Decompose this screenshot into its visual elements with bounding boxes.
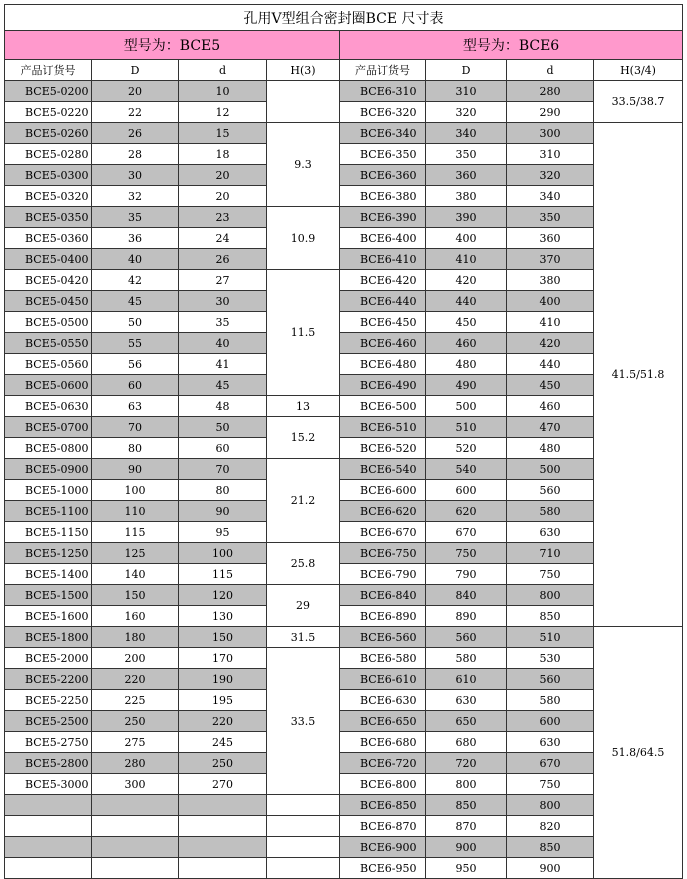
bce5-order-no-cell: BCE5-0450 — [5, 291, 92, 312]
bce5-order-no-cell: BCE5-1400 — [5, 564, 92, 585]
bce6-D-cell: 460 — [426, 333, 507, 354]
bce5-D-cell: 220 — [92, 669, 179, 690]
bce6-d-cell: 560 — [507, 480, 594, 501]
bce5-D-cell: 36 — [92, 228, 179, 249]
col-header-bce5-H: H(3) — [267, 60, 340, 81]
bce5-order-no-cell — [5, 858, 92, 879]
bce6-D-cell: 630 — [426, 690, 507, 711]
size-table — [4, 4, 683, 879]
bce5-d-cell: 12 — [179, 102, 267, 123]
bce5-d-cell: 250 — [179, 753, 267, 774]
table-row — [5, 144, 683, 165]
bce5-d-cell: 70 — [179, 459, 267, 480]
model-bce6-header: 型号为：BCE6 — [340, 31, 683, 60]
bce6-d-cell: 480 — [507, 438, 594, 459]
bce5-D-cell: 30 — [92, 165, 179, 186]
bce6-D-cell: 450 — [426, 312, 507, 333]
bce6-order-no-cell: BCE6-750 — [340, 543, 426, 564]
table-row — [5, 312, 683, 333]
bce6-order-no-cell: BCE6-400 — [340, 228, 426, 249]
bce5-d-cell: 220 — [179, 711, 267, 732]
bce5-d-cell: 41 — [179, 354, 267, 375]
bce6-d-cell: 450 — [507, 375, 594, 396]
bce6-D-cell: 410 — [426, 249, 507, 270]
table-row — [5, 459, 683, 480]
bce5-D-cell: 22 — [92, 102, 179, 123]
table-row — [5, 501, 683, 522]
bce6-d-cell: 710 — [507, 543, 594, 564]
table-row — [5, 774, 683, 795]
bce5-d-cell: 170 — [179, 648, 267, 669]
bce6-order-no-cell: BCE6-510 — [340, 417, 426, 438]
col-header-bce5-order-no: 产品订货号 — [5, 60, 92, 81]
bce5-order-no-cell: BCE5-0220 — [5, 102, 92, 123]
bce6-order-no-cell: BCE6-800 — [340, 774, 426, 795]
bce6-D-cell: 340 — [426, 123, 507, 144]
bce6-d-cell: 340 — [507, 186, 594, 207]
table-row — [5, 858, 683, 879]
bce5-d-cell: 10 — [179, 81, 267, 102]
bce6-d-cell: 440 — [507, 354, 594, 375]
bce6-order-no-cell: BCE6-490 — [340, 375, 426, 396]
bce6-D-cell: 560 — [426, 627, 507, 648]
bce6-order-no-cell: BCE6-360 — [340, 165, 426, 186]
bce6-D-cell: 310 — [426, 81, 507, 102]
bce6-order-no-cell: BCE6-720 — [340, 753, 426, 774]
bce6-d-cell: 850 — [507, 606, 594, 627]
bce5-order-no-cell — [5, 816, 92, 837]
bce6-order-no-cell: BCE6-390 — [340, 207, 426, 228]
bce5-order-no-cell: BCE5-2200 — [5, 669, 92, 690]
bce5-order-no-cell: BCE5-1600 — [5, 606, 92, 627]
bce5-D-cell: 250 — [92, 711, 179, 732]
bce5-d-cell — [179, 795, 267, 816]
bce5-d-cell: 20 — [179, 165, 267, 186]
bce6-order-no-cell: BCE6-560 — [340, 627, 426, 648]
bce5-H-cell: 10.9 — [267, 207, 340, 270]
bce5-D-cell: 28 — [92, 144, 179, 165]
table-row — [5, 732, 683, 753]
table-row — [5, 669, 683, 690]
bce5-D-cell: 26 — [92, 123, 179, 144]
col-header-bce5-d: d — [179, 60, 267, 81]
bce5-d-cell — [179, 858, 267, 879]
bce6-d-cell: 360 — [507, 228, 594, 249]
bce5-D-cell: 180 — [92, 627, 179, 648]
bce5-d-cell: 24 — [179, 228, 267, 249]
bce5-order-no-cell: BCE5-3000 — [5, 774, 92, 795]
col-header-bce6-H: H(3/4) — [594, 60, 683, 81]
bce5-D-cell: 225 — [92, 690, 179, 711]
bce6-order-no-cell: BCE6-840 — [340, 585, 426, 606]
bce6-d-cell: 630 — [507, 732, 594, 753]
bce6-d-cell: 410 — [507, 312, 594, 333]
bce5-d-cell: 270 — [179, 774, 267, 795]
bce6-D-cell: 380 — [426, 186, 507, 207]
bce5-order-no-cell: BCE5-0200 — [5, 81, 92, 102]
bce5-d-cell: 190 — [179, 669, 267, 690]
bce5-d-cell: 150 — [179, 627, 267, 648]
bce5-D-cell: 160 — [92, 606, 179, 627]
column-header-row — [5, 60, 683, 81]
bce6-D-cell: 890 — [426, 606, 507, 627]
bce6-d-cell: 530 — [507, 648, 594, 669]
bce6-D-cell: 350 — [426, 144, 507, 165]
bce6-order-no-cell: BCE6-580 — [340, 648, 426, 669]
table-row — [5, 165, 683, 186]
bce5-d-cell — [179, 816, 267, 837]
table-row — [5, 480, 683, 501]
bce6-D-cell: 720 — [426, 753, 507, 774]
bce6-d-cell: 280 — [507, 81, 594, 102]
bce5-order-no-cell: BCE5-0350 — [5, 207, 92, 228]
bce5-H-cell: 13 — [267, 396, 340, 417]
bce5-order-no-cell: BCE5-0500 — [5, 312, 92, 333]
bce5-order-no-cell: BCE5-0900 — [5, 459, 92, 480]
bce6-H-cell: 51.8/64.5 — [594, 627, 683, 879]
bce6-D-cell: 500 — [426, 396, 507, 417]
bce5-d-cell: 100 — [179, 543, 267, 564]
bce6-order-no-cell: BCE6-460 — [340, 333, 426, 354]
bce6-order-no-cell: BCE6-680 — [340, 732, 426, 753]
bce5-d-cell — [179, 837, 267, 858]
col-header-bce6-d: d — [507, 60, 594, 81]
bce6-d-cell: 420 — [507, 333, 594, 354]
bce6-D-cell: 750 — [426, 543, 507, 564]
bce6-d-cell: 350 — [507, 207, 594, 228]
table-row — [5, 753, 683, 774]
bce6-order-no-cell: BCE6-520 — [340, 438, 426, 459]
bce5-D-cell: 60 — [92, 375, 179, 396]
bce5-D-cell: 35 — [92, 207, 179, 228]
bce5-order-no-cell: BCE5-0560 — [5, 354, 92, 375]
bce6-D-cell: 400 — [426, 228, 507, 249]
bce5-D-cell: 20 — [92, 81, 179, 102]
bce5-order-no-cell — [5, 795, 92, 816]
bce5-D-cell: 70 — [92, 417, 179, 438]
table-row — [5, 228, 683, 249]
bce6-d-cell: 370 — [507, 249, 594, 270]
bce5-d-cell: 120 — [179, 585, 267, 606]
bce6-D-cell: 610 — [426, 669, 507, 690]
bce6-d-cell: 510 — [507, 627, 594, 648]
bce6-d-cell: 900 — [507, 858, 594, 879]
bce6-order-no-cell: BCE6-380 — [340, 186, 426, 207]
bce5-D-cell: 32 — [92, 186, 179, 207]
table-row — [5, 354, 683, 375]
table-row — [5, 711, 683, 732]
bce6-d-cell: 400 — [507, 291, 594, 312]
bce6-D-cell: 320 — [426, 102, 507, 123]
table-row — [5, 102, 683, 123]
bce5-order-no-cell: BCE5-0420 — [5, 270, 92, 291]
bce5-order-no-cell: BCE5-1250 — [5, 543, 92, 564]
bce6-d-cell: 560 — [507, 669, 594, 690]
bce6-order-no-cell: BCE6-870 — [340, 816, 426, 837]
bce5-D-cell: 280 — [92, 753, 179, 774]
table-row — [5, 543, 683, 564]
bce5-H-cell — [267, 858, 340, 879]
bce6-D-cell: 670 — [426, 522, 507, 543]
bce5-D-cell: 100 — [92, 480, 179, 501]
col-header-bce5-D: D — [92, 60, 179, 81]
bce6-D-cell: 540 — [426, 459, 507, 480]
model-bce5-header: 型号为：BCE5 — [5, 31, 340, 60]
bce5-order-no-cell: BCE5-1800 — [5, 627, 92, 648]
bce6-d-cell: 580 — [507, 690, 594, 711]
table-row — [5, 648, 683, 669]
bce6-order-no-cell: BCE6-450 — [340, 312, 426, 333]
bce5-H-cell: 21.2 — [267, 459, 340, 543]
table-row — [5, 795, 683, 816]
bce6-order-no-cell: BCE6-900 — [340, 837, 426, 858]
bce6-d-cell: 310 — [507, 144, 594, 165]
bce6-d-cell: 820 — [507, 816, 594, 837]
bce5-d-cell: 30 — [179, 291, 267, 312]
bce5-D-cell: 50 — [92, 312, 179, 333]
bce6-order-no-cell: BCE6-480 — [340, 354, 426, 375]
bce5-d-cell: 50 — [179, 417, 267, 438]
bce5-order-no-cell: BCE5-1500 — [5, 585, 92, 606]
bce5-d-cell: 26 — [179, 249, 267, 270]
bce5-order-no-cell: BCE5-0800 — [5, 438, 92, 459]
bce5-D-cell: 80 — [92, 438, 179, 459]
bce5-H-cell: 31.5 — [267, 627, 340, 648]
bce5-order-no-cell: BCE5-2800 — [5, 753, 92, 774]
table-row — [5, 186, 683, 207]
bce6-order-no-cell: BCE6-850 — [340, 795, 426, 816]
bce6-D-cell: 620 — [426, 501, 507, 522]
table-row — [5, 375, 683, 396]
bce5-order-no-cell: BCE5-0280 — [5, 144, 92, 165]
table-row — [5, 123, 683, 144]
bce6-d-cell: 670 — [507, 753, 594, 774]
bce5-d-cell: 18 — [179, 144, 267, 165]
bce5-order-no-cell: BCE5-0600 — [5, 375, 92, 396]
bce5-order-no-cell: BCE5-0320 — [5, 186, 92, 207]
bce5-order-no-cell: BCE5-2250 — [5, 690, 92, 711]
bce6-D-cell: 480 — [426, 354, 507, 375]
bce5-order-no-cell: BCE5-2500 — [5, 711, 92, 732]
bce6-D-cell: 600 — [426, 480, 507, 501]
table-row — [5, 816, 683, 837]
bce5-H-cell — [267, 795, 340, 816]
table-row — [5, 585, 683, 606]
bce5-D-cell: 300 — [92, 774, 179, 795]
bce6-d-cell: 800 — [507, 795, 594, 816]
bce6-order-no-cell: BCE6-890 — [340, 606, 426, 627]
bce5-order-no-cell: BCE5-1000 — [5, 480, 92, 501]
bce6-D-cell: 510 — [426, 417, 507, 438]
bce5-D-cell: 42 — [92, 270, 179, 291]
bce6-D-cell: 680 — [426, 732, 507, 753]
bce5-d-cell: 23 — [179, 207, 267, 228]
bce5-d-cell: 130 — [179, 606, 267, 627]
bce5-d-cell: 27 — [179, 270, 267, 291]
bce5-order-no-cell — [5, 837, 92, 858]
bce6-d-cell: 320 — [507, 165, 594, 186]
bce5-D-cell — [92, 795, 179, 816]
bce6-D-cell: 490 — [426, 375, 507, 396]
table-row — [5, 690, 683, 711]
bce6-D-cell: 900 — [426, 837, 507, 858]
bce5-order-no-cell: BCE5-0630 — [5, 396, 92, 417]
col-header-bce6-order-no: 产品订货号 — [340, 60, 426, 81]
bce5-d-cell: 15 — [179, 123, 267, 144]
bce6-d-cell: 300 — [507, 123, 594, 144]
table-row — [5, 438, 683, 459]
bce6-d-cell: 750 — [507, 774, 594, 795]
bce5-order-no-cell: BCE5-0550 — [5, 333, 92, 354]
bce6-D-cell: 790 — [426, 564, 507, 585]
bce6-d-cell: 460 — [507, 396, 594, 417]
bce5-D-cell: 200 — [92, 648, 179, 669]
bce6-order-no-cell: BCE6-310 — [340, 81, 426, 102]
bce5-H-cell — [267, 816, 340, 837]
table-title: 孔用V型组合密封圈BCE 尺寸表 — [5, 5, 683, 31]
bce5-order-no-cell: BCE5-0700 — [5, 417, 92, 438]
bce6-d-cell: 630 — [507, 522, 594, 543]
bce6-order-no-cell: BCE6-600 — [340, 480, 426, 501]
bce5-order-no-cell: BCE5-0260 — [5, 123, 92, 144]
size-table-document — [4, 4, 682, 879]
bce6-order-no-cell: BCE6-320 — [340, 102, 426, 123]
table-row — [5, 417, 683, 438]
bce5-order-no-cell: BCE5-0300 — [5, 165, 92, 186]
bce5-d-cell: 80 — [179, 480, 267, 501]
bce6-D-cell: 870 — [426, 816, 507, 837]
bce6-D-cell: 950 — [426, 858, 507, 879]
bce5-D-cell: 40 — [92, 249, 179, 270]
bce5-D-cell: 110 — [92, 501, 179, 522]
table-row — [5, 333, 683, 354]
bce5-H-cell — [267, 837, 340, 858]
bce6-order-no-cell: BCE6-670 — [340, 522, 426, 543]
bce6-D-cell: 850 — [426, 795, 507, 816]
bce6-D-cell: 650 — [426, 711, 507, 732]
bce6-d-cell: 580 — [507, 501, 594, 522]
bce6-D-cell: 360 — [426, 165, 507, 186]
bce6-d-cell: 290 — [507, 102, 594, 123]
bce6-order-no-cell: BCE6-630 — [340, 690, 426, 711]
bce6-d-cell: 500 — [507, 459, 594, 480]
table-row — [5, 249, 683, 270]
bce6-order-no-cell: BCE6-650 — [340, 711, 426, 732]
bce6-order-no-cell: BCE6-410 — [340, 249, 426, 270]
bce5-d-cell: 115 — [179, 564, 267, 585]
bce5-D-cell: 45 — [92, 291, 179, 312]
bce5-D-cell: 125 — [92, 543, 179, 564]
table-row — [5, 522, 683, 543]
bce6-order-no-cell: BCE6-540 — [340, 459, 426, 480]
bce6-order-no-cell: BCE6-500 — [340, 396, 426, 417]
bce5-d-cell: 45 — [179, 375, 267, 396]
bce6-H-cell: 41.5/51.8 — [594, 123, 683, 627]
table-row — [5, 837, 683, 858]
bce5-D-cell — [92, 858, 179, 879]
bce6-d-cell: 750 — [507, 564, 594, 585]
bce5-order-no-cell: BCE5-1150 — [5, 522, 92, 543]
bce5-D-cell: 63 — [92, 396, 179, 417]
bce6-order-no-cell: BCE6-610 — [340, 669, 426, 690]
bce6-order-no-cell: BCE6-440 — [340, 291, 426, 312]
bce5-order-no-cell: BCE5-0360 — [5, 228, 92, 249]
bce5-d-cell: 48 — [179, 396, 267, 417]
bce5-D-cell: 150 — [92, 585, 179, 606]
bce5-H-cell: 15.2 — [267, 417, 340, 459]
bce5-D-cell: 90 — [92, 459, 179, 480]
col-header-bce6-D: D — [426, 60, 507, 81]
bce6-d-cell: 600 — [507, 711, 594, 732]
table-row — [5, 627, 683, 648]
table-row — [5, 606, 683, 627]
bce5-D-cell: 140 — [92, 564, 179, 585]
bce5-d-cell: 95 — [179, 522, 267, 543]
bce5-d-cell: 20 — [179, 186, 267, 207]
table-row — [5, 291, 683, 312]
bce6-order-no-cell: BCE6-340 — [340, 123, 426, 144]
bce6-order-no-cell: BCE6-620 — [340, 501, 426, 522]
bce6-D-cell: 420 — [426, 270, 507, 291]
bce5-D-cell — [92, 816, 179, 837]
bce6-order-no-cell: BCE6-420 — [340, 270, 426, 291]
bce6-D-cell: 840 — [426, 585, 507, 606]
table-row — [5, 207, 683, 228]
bce6-D-cell: 800 — [426, 774, 507, 795]
bce5-d-cell: 195 — [179, 690, 267, 711]
bce6-D-cell: 520 — [426, 438, 507, 459]
table-row — [5, 81, 683, 102]
bce5-D-cell: 55 — [92, 333, 179, 354]
bce5-H-cell — [267, 81, 340, 123]
bce6-order-no-cell: BCE6-950 — [340, 858, 426, 879]
bce6-d-cell: 470 — [507, 417, 594, 438]
bce5-H-cell: 29 — [267, 585, 340, 627]
bce6-D-cell: 580 — [426, 648, 507, 669]
bce6-order-no-cell: BCE6-790 — [340, 564, 426, 585]
bce6-d-cell: 380 — [507, 270, 594, 291]
bce6-D-cell: 390 — [426, 207, 507, 228]
bce6-H-cell: 33.5/38.7 — [594, 81, 683, 123]
bce6-D-cell: 440 — [426, 291, 507, 312]
table-row — [5, 270, 683, 291]
bce5-H-cell: 9.3 — [267, 123, 340, 207]
bce5-D-cell: 275 — [92, 732, 179, 753]
bce5-order-no-cell: BCE5-0400 — [5, 249, 92, 270]
bce5-H-cell: 25.8 — [267, 543, 340, 585]
bce5-H-cell: 33.5 — [267, 648, 340, 795]
bce5-d-cell: 35 — [179, 312, 267, 333]
table-row — [5, 396, 683, 417]
bce5-d-cell: 245 — [179, 732, 267, 753]
bce5-D-cell: 56 — [92, 354, 179, 375]
bce6-d-cell: 850 — [507, 837, 594, 858]
bce5-H-cell: 11.5 — [267, 270, 340, 396]
bce5-order-no-cell: BCE5-1100 — [5, 501, 92, 522]
bce6-d-cell: 800 — [507, 585, 594, 606]
bce5-order-no-cell: BCE5-2750 — [5, 732, 92, 753]
bce5-d-cell: 40 — [179, 333, 267, 354]
bce5-order-no-cell: BCE5-2000 — [5, 648, 92, 669]
bce5-D-cell — [92, 837, 179, 858]
bce5-d-cell: 90 — [179, 501, 267, 522]
bce5-D-cell: 115 — [92, 522, 179, 543]
table-row — [5, 564, 683, 585]
bce5-d-cell: 60 — [179, 438, 267, 459]
bce6-order-no-cell: BCE6-350 — [340, 144, 426, 165]
